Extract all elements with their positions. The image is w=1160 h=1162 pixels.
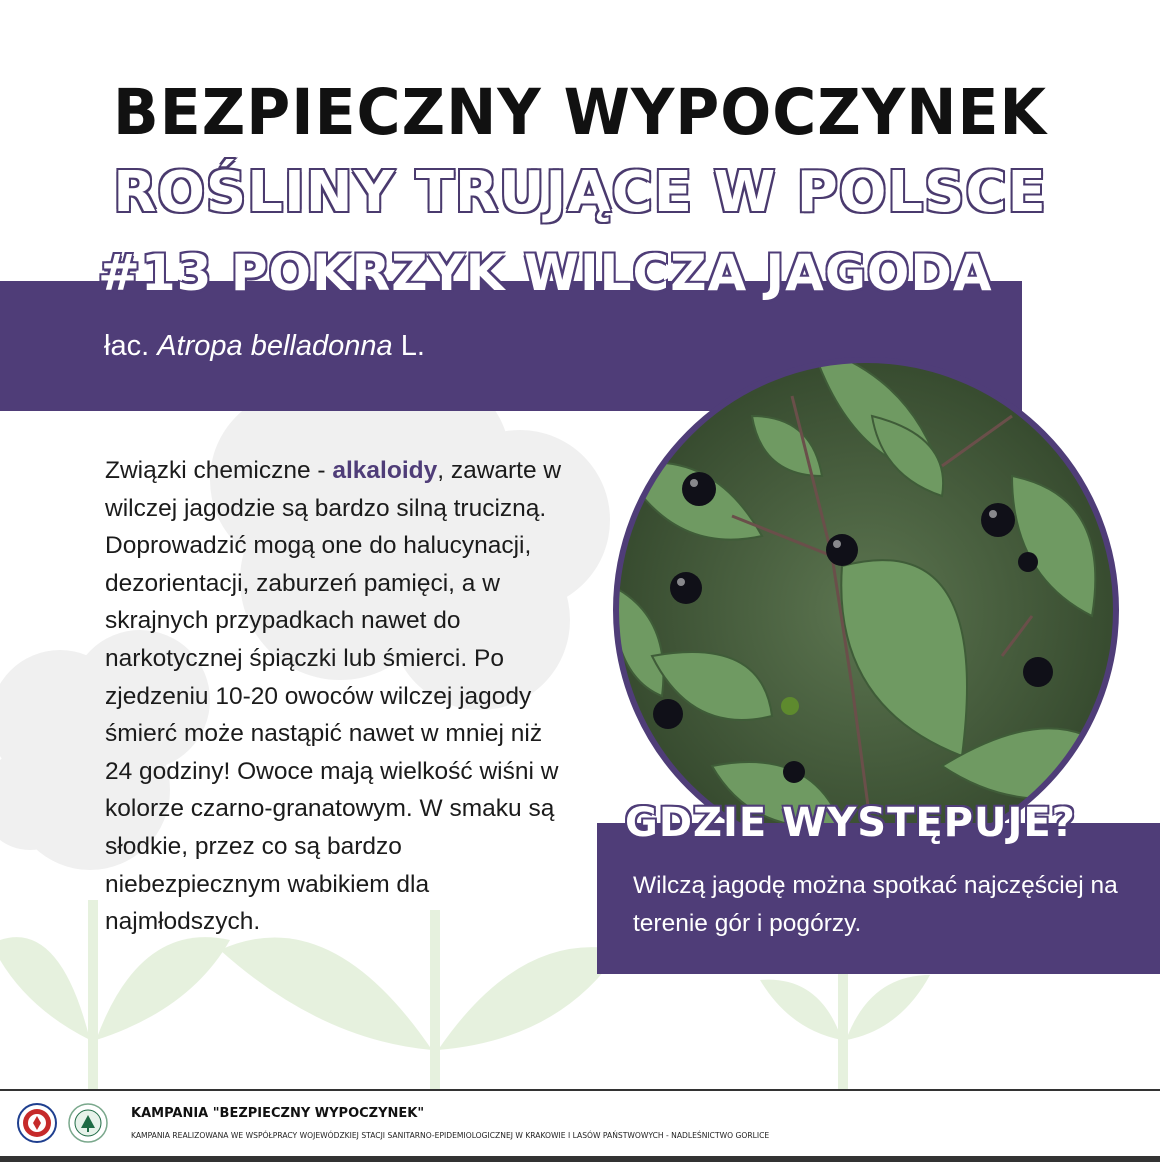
description-text <box>105 452 565 941</box>
where-text: Wilczą jagodę można spotkać najczęściej na terenie gór i pogórzy. <box>633 872 1118 937</box>
species-title: #13 POKRZYK WILCZA JAGODA <box>98 244 993 302</box>
footer-subtitle: KAMPANIA REALIZOWANA WE WSPÓŁPRACY WOJEWÓDZKIEJ STACJI SANITARNO-EPIDEMIOLOGICZNEJ W KRAKOWIE I LASÓW PAŃSTWOWYCH - NADLEŚNICTWO GORLICE <box>131 1131 770 1140</box>
belladonna-photo <box>612 356 1120 864</box>
where-title: GDZIE WYSTĘPUJE? <box>625 800 1076 846</box>
description-rest: , zawarte w wilczej jagodzie są bardzo silną trucizną. Doprowadzić mogą one do halucynacji, dezorientacji, zaburzeń pamięci, a w skrajnych przypadkach nawet do narkotycznej śpiączki lub śmierci. Po zjedzeniu 10-20 owoców wilczej jagody śmierć może nastąpić nawet w mniej niż 24 godziny! Owoce mają wielkość wiśni w kolorze czarno-granatowym. W smaku są słodkie, przez co są bardzo niebezpiecznym wabikiem dla najmłodszych. <box>105 457 562 936</box>
latin-name: Atropa belladonna <box>157 330 393 362</box>
footer-bottom-bar <box>0 1156 1160 1162</box>
sanepid-logo-icon <box>17 1103 57 1143</box>
latin-name-line <box>104 330 425 363</box>
footer-title: KAMPANIA "BEZPIECZNY WYPOCZYNEK" <box>131 1106 425 1121</box>
description-intro: Związki chemiczne - <box>105 457 333 484</box>
latin-suffix: L. <box>400 330 425 362</box>
subtitle: ROŚLINY TRUJĄCE W POLSCE <box>113 160 1047 225</box>
footer-divider <box>0 1089 1160 1091</box>
description-highlight: alkaloidy <box>332 457 438 484</box>
latin-prefix: łac. <box>104 330 150 362</box>
lasy-panstwowe-logo-icon <box>68 1103 108 1143</box>
main-title: BEZPIECZNY WYPOCZYNEK <box>113 76 1047 150</box>
